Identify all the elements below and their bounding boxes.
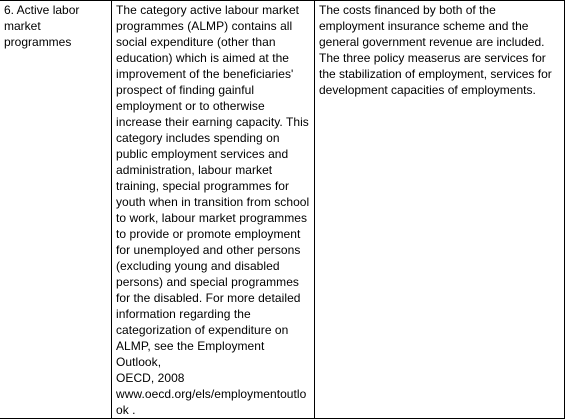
financing-text: The costs financed by both of the employment insurance scheme and the general government revenue are included. The three policy measerus are services for the stabilization of employment, services for development capacities of employments.: [319, 3, 552, 97]
category-cell: [0, 1, 112, 419]
financing-cell: [315, 1, 565, 419]
definition-cell: [112, 1, 315, 419]
table-row: [0, 1, 565, 419]
definition-text: The category active labour market programmes (ALMP) contains all social expenditure (other than education) which is aimed at the improvement of the beneficiaries' prospect of finding gainful employment or to otherwise increase their earning capacity. This category includes spending on public employment services and administration, labour market training, special programmes for youth when in transition from school to work, labour market programmes to provide or promote employment for unemployed and other persons (excluding young and disabled persons) and special programmes for the disabled. For more detailed information regarding the categorization of expenditure on ALMP, see the Employment Outlook, OECD, 2008 www.oecd.org/els/employmentoutlo ok .: [116, 3, 310, 417]
category-label: 6. Active labor market programmes: [4, 3, 80, 49]
